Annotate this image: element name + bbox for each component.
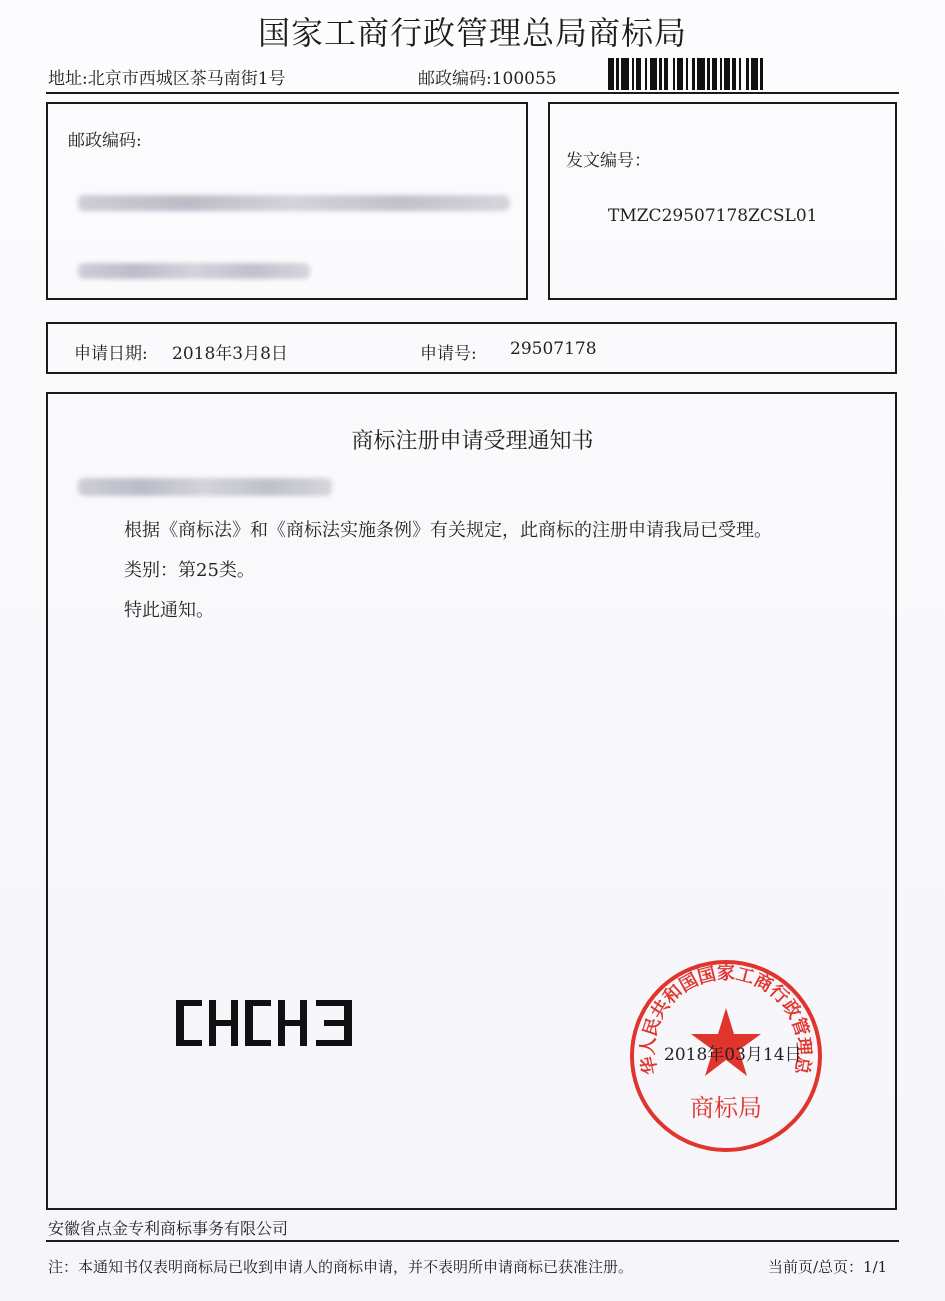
notice-class-line: 类别：第25类。 [124, 560, 255, 581]
notice-paragraph: 根据《商标法》和《商标法实施条例》有关规定，此商标的注册申请我局已受理。 [124, 520, 772, 541]
application-date-label: 申请日期: [74, 344, 148, 364]
barcode-bar [763, 58, 765, 90]
barcode-bar [751, 58, 758, 90]
issuer-address: 地址:北京市西城区茶马南街1号 [48, 69, 286, 89]
barcode-bar [650, 58, 657, 90]
recipient-postal-label: 邮政编码: [68, 131, 142, 151]
document-number-value: TMZC29507178ZCSL01 [608, 206, 818, 226]
barcode [608, 58, 895, 90]
svg-text:商标局: 商标局 [690, 1094, 762, 1122]
issuer-title: 国家工商行政管理总局商标局 [257, 14, 687, 52]
footer-rule [46, 1240, 899, 1242]
trademark-logo [176, 1000, 356, 1050]
application-info-row [46, 322, 897, 374]
notice-closing: 特此通知。 [124, 600, 214, 621]
redacted-recipient-name [78, 263, 310, 279]
document-number-label: 发文编号： [566, 151, 651, 171]
agent-company: 安徽省点金专利商标事务有限公司 [48, 1219, 289, 1238]
page-indicator: 当前页/总页：1/1 [768, 1258, 888, 1276]
issue-date: 2018年03月14日 [664, 1045, 802, 1065]
notice-title: 商标注册申请受理通知书 [351, 429, 594, 454]
application-date-value: 2018年3月8日 [172, 344, 288, 364]
application-number-value: 29507178 [510, 339, 597, 359]
issuer-postal-code: 邮政编码:100055 [418, 69, 557, 89]
barcode-bar [697, 58, 705, 90]
footer-note: 注：本通知书仅表明商标局已收到申请人的商标申请，并不表明所申请商标已获准注册。 [48, 1258, 634, 1276]
application-number-label: 申请号: [420, 344, 477, 364]
barcode-bar [621, 58, 629, 90]
document-number-box [548, 102, 897, 300]
redacted-recipient-address [78, 195, 510, 211]
redacted-applicant-name [78, 478, 332, 496]
svg-text:中华人民共和国国家工商行政管理总局: 华人民共和国国家工商行政管理总 [637, 963, 815, 1077]
header-rule [46, 92, 899, 94]
recipient-box [46, 102, 528, 300]
